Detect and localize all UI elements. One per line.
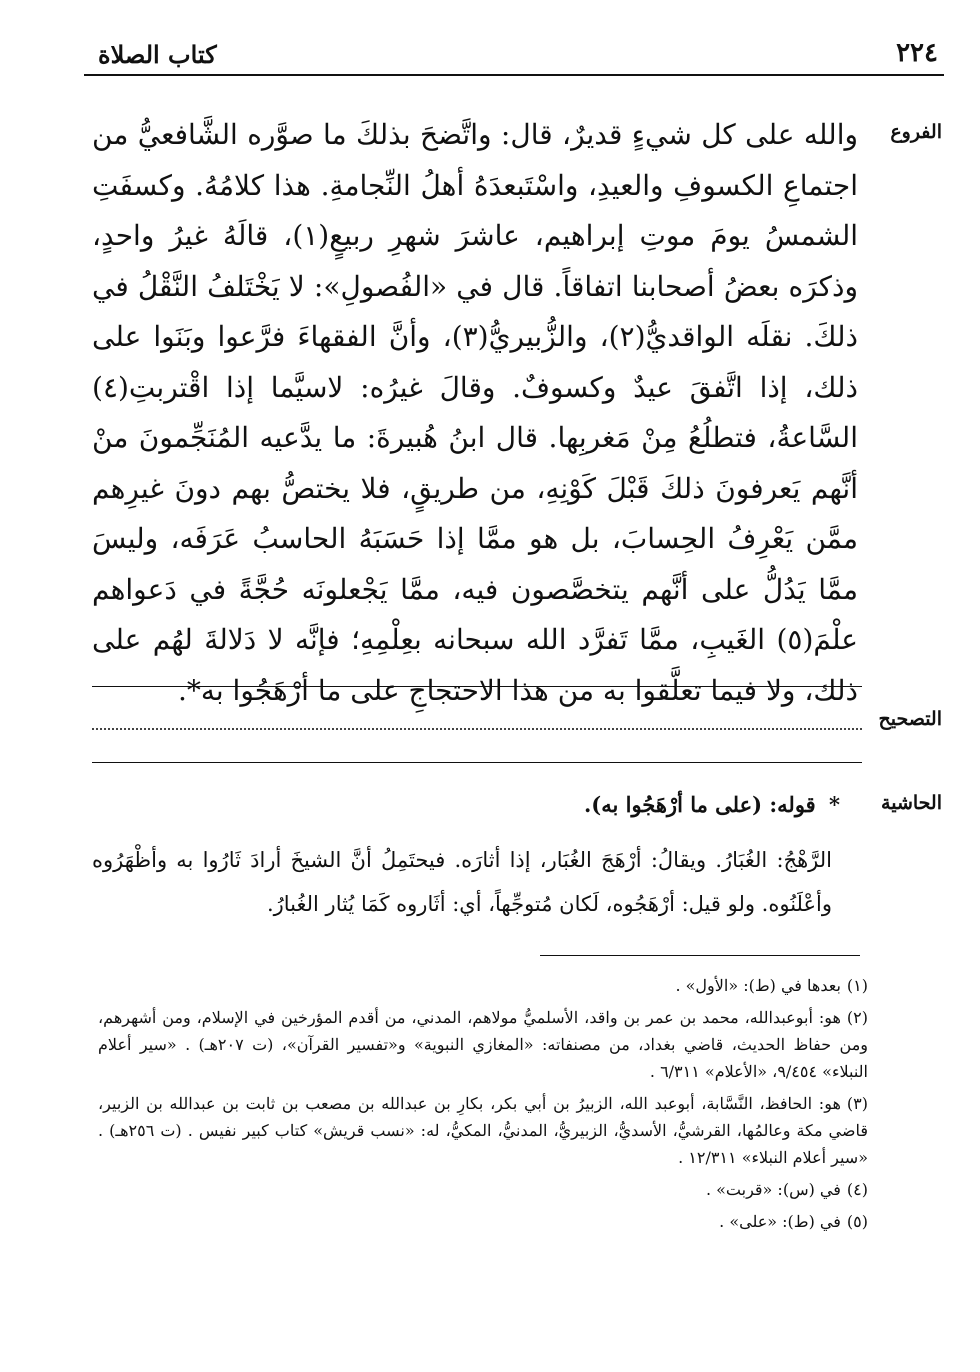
footnote-text: في (س): «قربت» . xyxy=(705,1180,841,1199)
asterisk-marker: * xyxy=(829,792,840,817)
running-title: كتاب الصلاة xyxy=(98,40,217,69)
footnote-separator xyxy=(540,955,860,956)
footnote-number: (٥) xyxy=(846,1212,868,1231)
footnote-text: بعدها في (ط): «الأول» . xyxy=(675,976,841,995)
section-divider-bottom xyxy=(92,762,862,763)
main-text-block xyxy=(92,110,858,716)
hashiya-paragraph: الرَّهْجُ: الغُبَارُ. ويقالُ: أرْهَجَ الغُبَار، إذا أثارَه. فيحتَمِلُ أنَّ الشيخَ أرادَ ثَارُوا به وأظْهَرُوه وأعْلَنُوه. ولو قيل: أرْهَجُوه، لَكان مُتوجِّهاً، أي: أثَاروه كَمَا يُثار الغُبارُ. xyxy=(92,848,832,916)
page-header xyxy=(84,38,944,74)
footnote-number: (٣) xyxy=(846,1094,868,1113)
tashih-dotted-line xyxy=(92,728,862,730)
header-divider xyxy=(84,74,944,76)
hashiya-text-block xyxy=(92,838,832,926)
footnote-text: هو: أبوعبدالله، محمد بن عمر بن واقد، الأسلميُّ مولاهم، المدني، من أقدم المؤرخين في الإسلام، ومن أشهرهم، ومن حفاظ الحديث، قاضي بغداد، من مصنفاته: «المغازي النبوية» و«تفسير القرآن»، (ت ٢٠٧هـ) . «سير أعلام النبلاء» ٩/٤٥٤، «الأعلام» ٦/٣١١ . xyxy=(98,1008,868,1081)
footnotes-block xyxy=(98,972,868,1240)
label-tashih: التصحيح xyxy=(878,708,942,730)
footnote-text: هو: الحافظ، النَّسَّابة، أبوعبد الله، الزبيرُ بن أبي بكر، بكارِ بن عبدالله بن مصعب بن ثابت بن عبدالله بن الزبير، قاضي مكة وعالمُها، القرشيُّ، الأسديُّ، الزبيريُّ، المدنيُّ، المكيُّ، له: «نسب قريش» كتاب كبير نفيس . (ت ٢٥٦هـ) . «سير أعلام النبلاء» ١٢/٣١١ . xyxy=(98,1094,869,1167)
main-paragraph: والله على كل شيءٍ قديرٌ، قال: واتَّضحَ بذلكَ ما صوَّره الشَّافعيُّ من اجتماعِ الكسوفِ والعيدِ، واسْتَبعدَهُ أهلُ النِّجامةِ. هذا كلامُهُ. وكسفَتِ الشمسُ يومَ موتِ إبراهيم، عاشرَ شهرِ ربيعٍ(١)، قالَهُ غيرُ واحدٍ، وذكرَه بعضُ أصحابنا اتفاقاً. قال في «الفُصولِ»: لا يَخْتَلفُ النَّقْلُ في ذلكَ. نقلَه الواقديُّ(٢)، والزُّبيريُّ(٣)، وأنَّ الفقهاءَ فرَّعوا وبَنَوا على ذلك، إذا اتَّفقَ عيدٌ وكسوفٌ. وقالَ غيرُه: لاسيَّما إذا اقْتربتِ(٤) السَّاعةُ، فتطلُعُ مِنْ مَغربِها. قال ابنُ هُبيرةَ: ما يدَّعيه المُنَجِّمونَ منْ أنَّهم يَعرفونَ ذلكَ قَبْلَ كَوْنِهِ، من طريقٍ، فلا يختصُّ بهم دونَ غيرِهم ممَّن يَعْرِفُ الحِسابَ، بل هو ممَّا إذا حَسَبَهُ الحاسبُ عَرَفَه، وليسَ ممَّا يَدُلُّ على أنَّهم يتخصَّصون فيه، ممَّا يَجْعلونَه حُجَّةً في دَعواهم علْمَ(٥) الغَيبِ، ممَّا تَفرَّد الله سبحانه بعِلْمِهِ؛ فإنَّه لا دَلالةَ لهُم على ذلك، ولا فيما تعلَّقوا به من هذا الاحتجاجِ على ما أرْهَجُوا به*. xyxy=(92,118,858,707)
footnote-number: (١) xyxy=(846,976,868,995)
label-furu: الفروع xyxy=(890,121,942,143)
hashiya-heading xyxy=(584,792,840,817)
section-divider-top xyxy=(92,686,862,687)
footnote-number: (٤) xyxy=(846,1180,868,1199)
footnote xyxy=(98,1208,868,1235)
footnote xyxy=(98,1004,868,1085)
footnote xyxy=(98,1176,868,1203)
label-hashiya: الحاشية xyxy=(881,792,942,814)
footnote xyxy=(98,972,868,999)
hashiya-heading-text: قوله: (على ما أرْهَجُوا به). xyxy=(583,792,816,817)
footnote-text: في (ط): «على» . xyxy=(719,1212,841,1231)
footnote-number: (٢) xyxy=(846,1008,868,1027)
page-number: ٢٢٤ xyxy=(896,38,938,68)
footnote xyxy=(98,1090,868,1171)
